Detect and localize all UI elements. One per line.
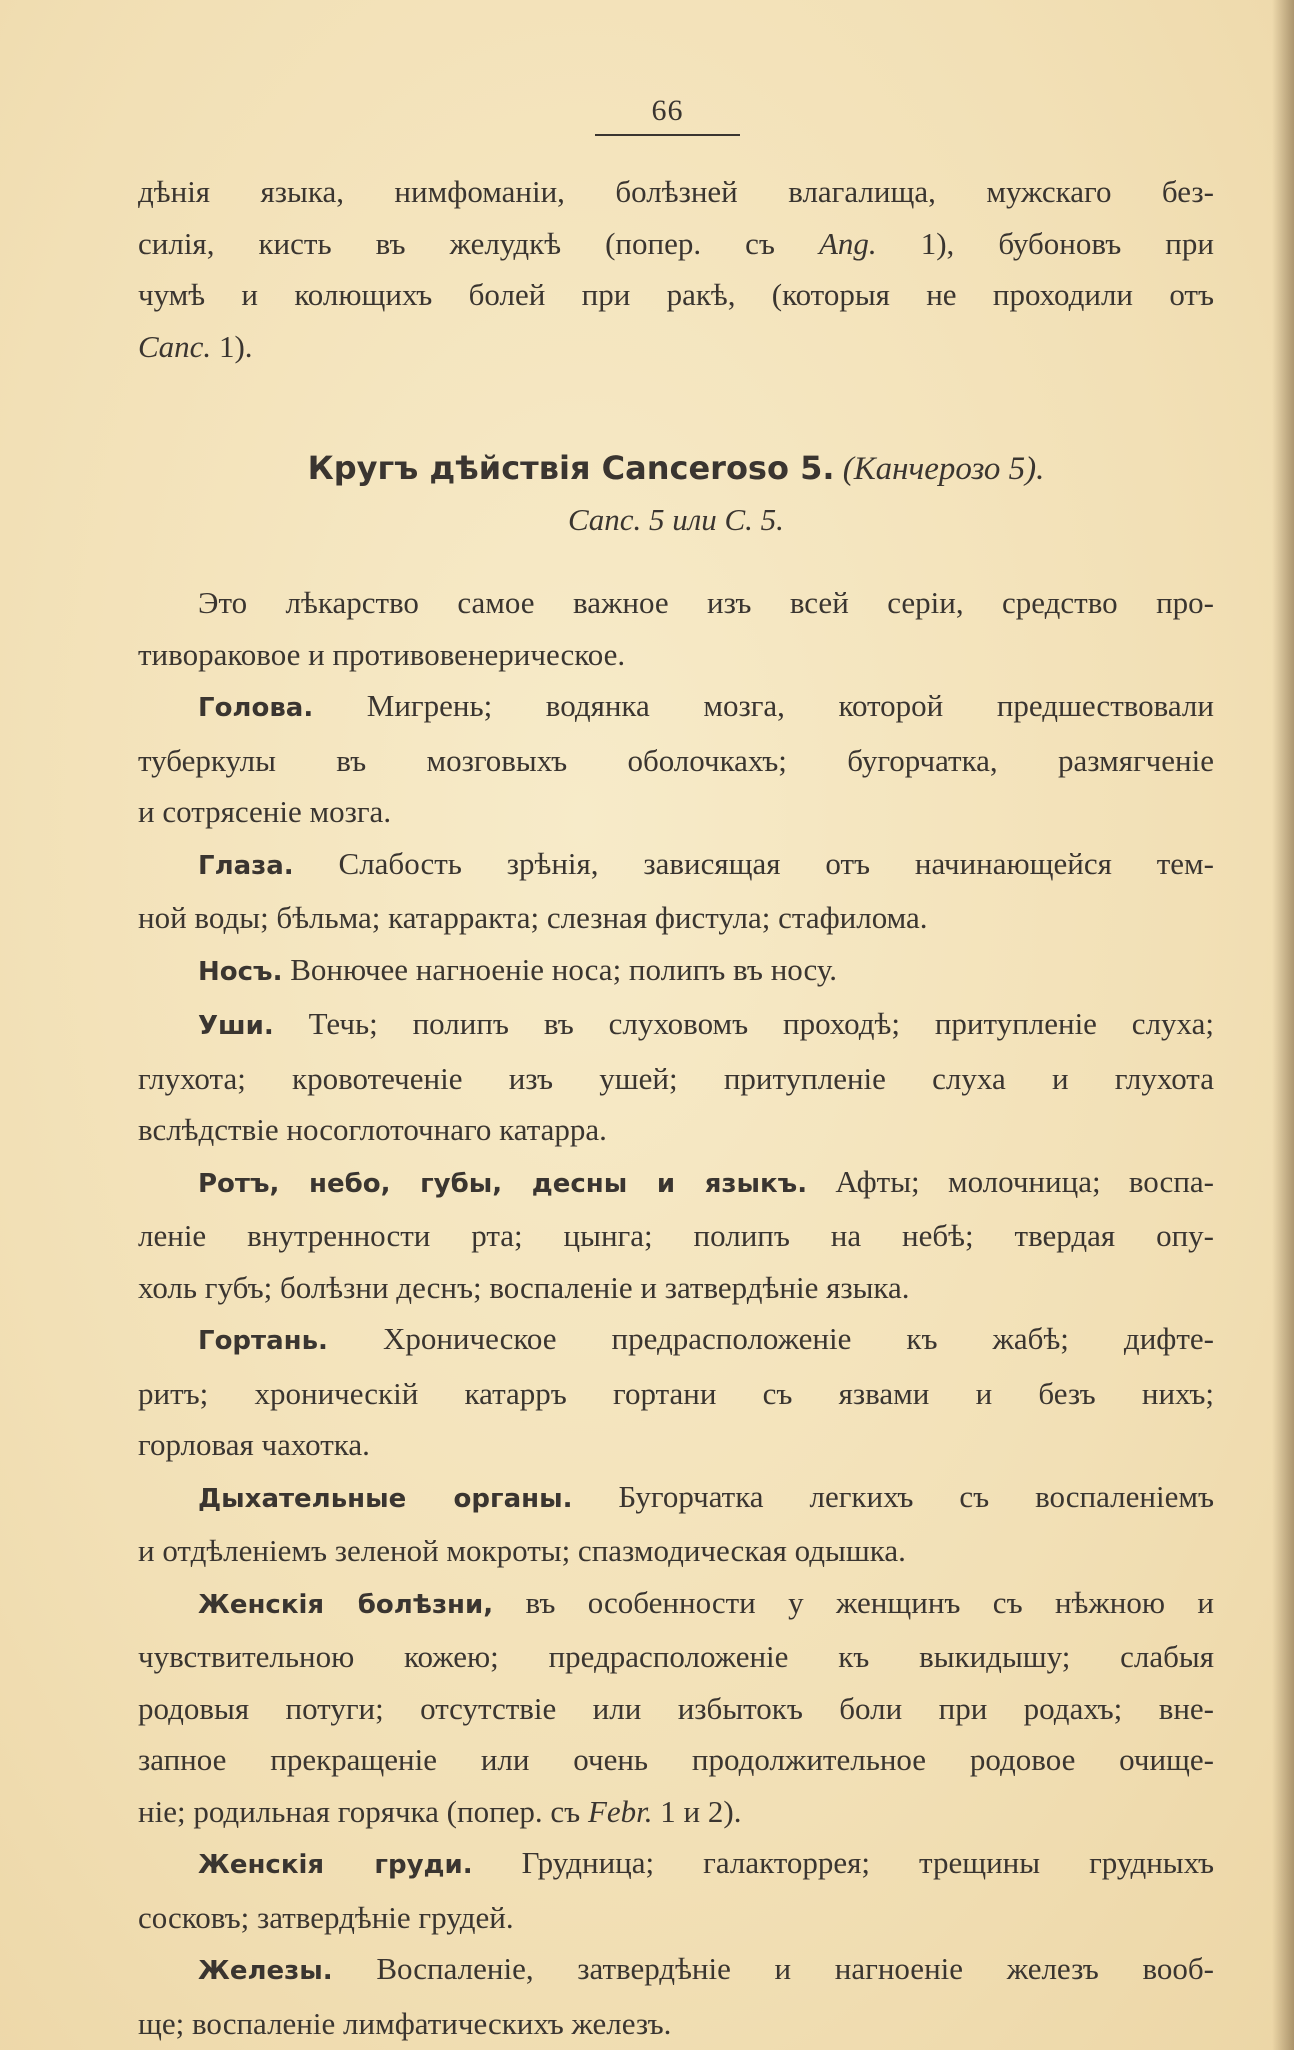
symptom-section (138, 680, 1214, 838)
italic-reference: Febr. (587, 1793, 653, 1829)
section-term: Железы. (198, 1956, 333, 1986)
text-line: Носъ. Вонючее нагноеніе носа; полипъ въ носу. (198, 951, 838, 987)
text-line: Ротъ, небо, губы, десны и языкъ. Афты; молочница; воспа- (198, 1163, 1214, 1199)
text-line: родовыя потуги; отсутствіе или избытокъ боли при родахъ; вне- (138, 1690, 1214, 1726)
heading-translit: (Канчерозо 5). (842, 451, 1045, 487)
text-line: Голова. Мигрень; водянка мозга, которой предшествовали (198, 688, 1214, 723)
section-term: Женскія болѣзни, (198, 1589, 494, 1620)
text-line: Женскія груди. Грудница; галакторрея; трещины грудныхъ (198, 1845, 1214, 1880)
symptom-sections (138, 680, 1214, 2049)
opening-paragraph (138, 577, 1214, 680)
symptom-section (138, 1837, 1214, 1943)
page-content (138, 166, 1214, 2049)
text-line: чумѣ и колющихъ болей при ракѣ, (которыя не проходили отъ (138, 277, 1214, 312)
symptom-section (138, 1313, 1214, 1471)
section-term: Женскія груди. (198, 1850, 473, 1880)
text-line: Гортань. Хроническое предрасположеніе къ жабѣ; дифте- (198, 1321, 1214, 1356)
section-term: Голова. (198, 693, 314, 723)
text-line: горловая чахотка. (138, 1427, 370, 1462)
section-term: Глаза. (198, 850, 294, 881)
text-line: чувствительною кожею; предрасположеніе къ выкидышу; слабыя (138, 1639, 1214, 1674)
intro-paragraph (138, 166, 1214, 372)
section-term: Уши. (198, 1011, 274, 1041)
page-number: 66 (651, 94, 684, 127)
text-line: запное прекращеніе или очень продолжительное родовое очище- (138, 1742, 1214, 1777)
text-line: и отдѣленіемъ зеленой мокроты; спазмодическая одышка. (138, 1533, 906, 1568)
text-line: Canc. 1). (138, 328, 253, 364)
text-line: силія, кисть въ желудкѣ (попер. съ Ang. 1), бубоновъ при (138, 225, 1214, 261)
section-term: Гортань. (198, 1326, 328, 1356)
section-term: Ротъ, небо, губы, десны и языкъ. (198, 1168, 808, 1199)
page-spine-shadow (1272, 0, 1294, 2050)
text-line: леніе внутренности рта; цынга; полипъ на небѣ; твердая опу- (138, 1218, 1214, 1253)
symptom-section (138, 1156, 1214, 1314)
page-number-rule (595, 134, 740, 136)
italic-reference: Canc. (138, 328, 212, 364)
text-line: ной воды; бѣльма; катарракта; слезная фистула; стафилома. (138, 900, 928, 935)
text-line: тивораковое и противовенерическое. (138, 636, 626, 672)
section-term: Носъ. (198, 956, 283, 987)
symptom-section (138, 944, 1214, 999)
text-line: Глаза. Слабость зрѣнія, зависящая отъ начинающейся тем- (198, 845, 1214, 881)
text-line: Это лѣкарство самое важное изъ всей серіи, средство про- (198, 585, 1214, 620)
text-line: дѣнія языка, нимфоманіи, болѣзней влагалища, мужскаго без- (138, 174, 1214, 209)
symptom-section (138, 1471, 1214, 1577)
text-line: Железы. Воспаленіе, затвердѣніе и нагноеніе железъ вооб- (198, 1951, 1214, 1986)
text-line: Уши. Течь; полипъ въ слуховомъ проходѣ; притупленіе слуха; (198, 1006, 1214, 1041)
text-line: ритъ; хроническій катарръ гортани съ язвами и безъ нихъ; (138, 1375, 1214, 1411)
text-line: и сотрясеніе мозга. (138, 794, 392, 829)
symptom-section (138, 838, 1214, 944)
text-line: Дыхательные органы. Бугорчатка легкихъ съ воспаленіемъ (198, 1478, 1214, 1514)
text-line: сосковъ; затвердѣніе грудей. (138, 1899, 514, 1935)
text-line: туберкулы въ мозговыхъ оболочкахъ; бугорчатка, размягченіе (138, 742, 1214, 778)
section-heading (138, 442, 1214, 495)
heading-abbreviation: Canc. 5 или C. 5. (568, 502, 784, 537)
text-line: ніе; родильная горячка (попер. съ Febr. 1 и 2). (138, 1793, 742, 1829)
italic-reference: Ang. (818, 225, 877, 261)
text-line: вслѣдствіе носоглоточнаго катарра. (138, 1112, 607, 1147)
section-term: Дыхательные органы. (198, 1483, 573, 1514)
text-line: ще; воспаленіе лимфатическихъ железъ. (138, 2005, 672, 2041)
symptom-section (138, 998, 1214, 1156)
text-line: глухота; кровотеченіе изъ ушей; притупленіе слуха и глухота (138, 1060, 1214, 1096)
heading-title: Кругъ дѣйствія Cancerosо 5. (307, 449, 835, 487)
symptom-section (138, 1943, 1214, 2049)
symptom-section (138, 1577, 1214, 1838)
text-line: холь губъ; болѣзни деснъ; воспаленіе и затвердѣніе языка. (138, 1269, 910, 1305)
text-line: Женскія болѣзни, въ особенности у женщинъ съ нѣжною и (198, 1584, 1215, 1620)
